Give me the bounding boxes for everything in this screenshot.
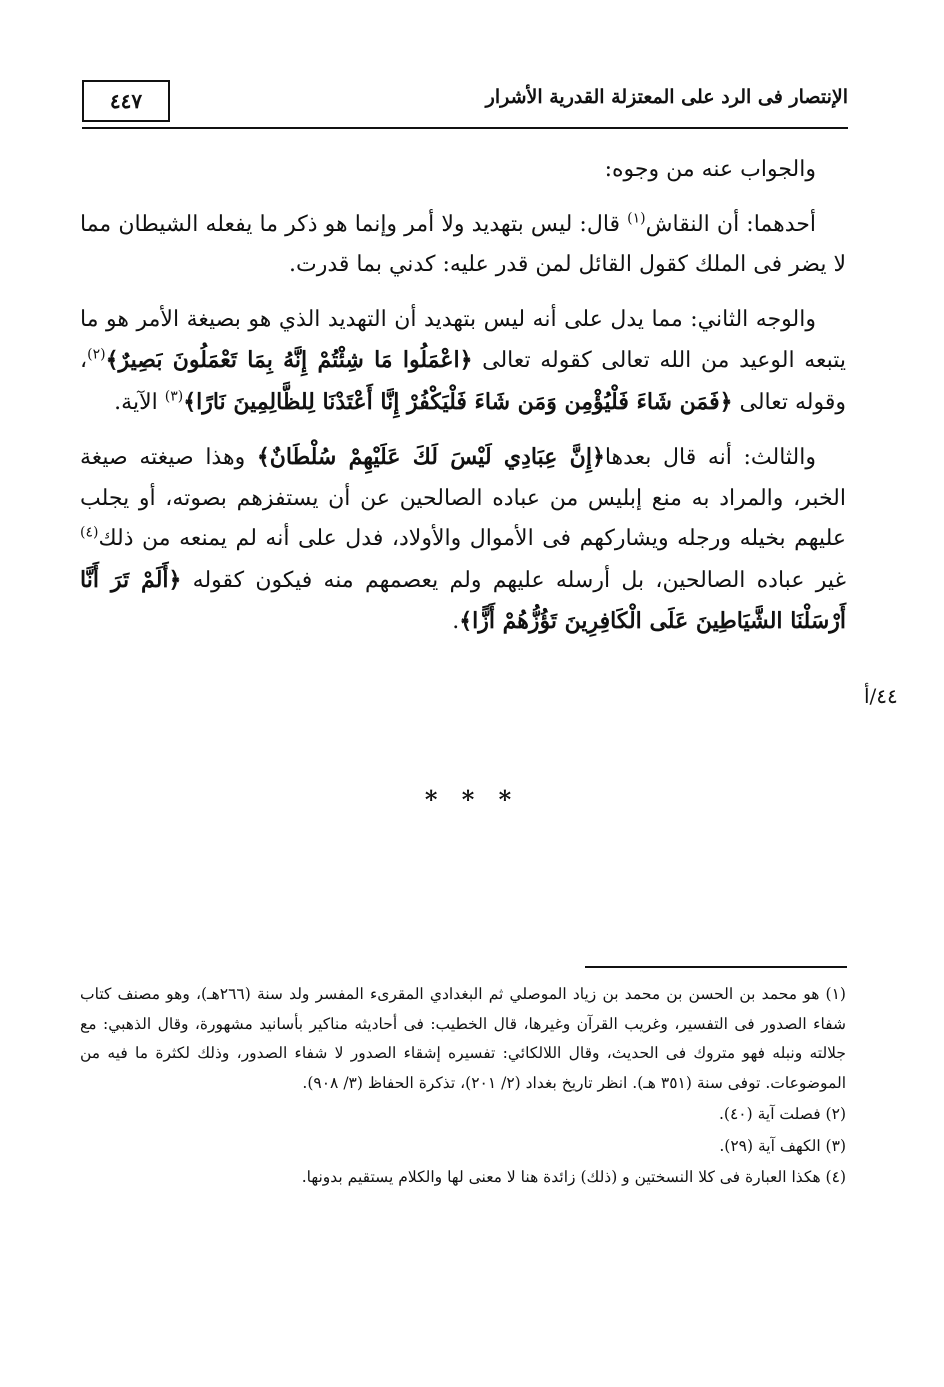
page-header (82, 80, 848, 132)
paragraph-third-aspect (80, 437, 846, 643)
footnote-2: (٢) فصلت آية (٤٠). (718, 1105, 846, 1123)
text-run: . (452, 609, 460, 634)
footnote-ref-3[interactable]: (٣) (164, 388, 184, 405)
footnote-ref-1[interactable]: (١) (627, 210, 646, 227)
footnote-ref-2[interactable]: (٢) (87, 346, 106, 363)
footnote-3: (٣) الكهف آية (٢٩). (719, 1136, 846, 1155)
text-run: الآية. (114, 389, 165, 415)
footnote-rule (585, 966, 847, 968)
text-run: ، وقوله تعالى (80, 348, 846, 415)
footnotes (80, 980, 846, 1193)
page-number: ٤٤٧ (82, 80, 170, 122)
intro-paragraph: والجواب عنه من وجوه: (604, 157, 816, 182)
text-run: والثالث: أنه قال بعدها (604, 445, 816, 470)
footnote-ref-4[interactable]: (٤) (80, 524, 99, 541)
text-run: والوجه الثاني: مما يدل على أنه ليس بتهديد أن التهديد الذي هو بصيغة الأمر هو ما يتبعه الوعيد من الله تعالى كقوله تعالى (80, 306, 847, 373)
running-title: الإنتصار فى الرد على المعتزلة القدرية الأشرار (485, 86, 848, 108)
quran-verse: ﴿إِنَّ عِبَادِي لَيْسَ لَكَ عَلَيْهِمْ سُلْطَانٌ﴾ (256, 444, 605, 470)
text-run: أحدهما: أن النقاش (645, 211, 817, 237)
paragraph-first-aspect (80, 205, 846, 286)
manuscript-folio-note: ٤٤/أ (864, 684, 898, 708)
quran-verse: ﴿فَمَن شَاءَ فَلْيُؤْمِن وَمَن شَاءَ فَلْيَكْفُرْ إِنَّا أَعْتَدْنَا لِلظَّالِمِينَ نَارًا﴾ (183, 388, 733, 415)
text-run: وهذا صيغته صيغة الخبر، والمراد به منع إبليس من عباده الصالحين عن أن يستفزهم بصوته، أو يجلب عليهم بخيله ورجله ويشاركهم فى الأموال والأولاد، فدل على أنه لم يمنعه من ذلك (80, 445, 846, 551)
quran-verse: ﴿اعْمَلُوا مَا شِئْتُمْ إِنَّهُ بِمَا تَعْمَلُونَ بَصِيرٌ﴾ (105, 347, 473, 373)
footnote-1: (١) هو محمد بن الحسن بن محمد بن زياد الموصلي ثم البغدادي المقرىء المفسر ولد سنة (٢٦٦هـ)، وهو مصنف كتاب شفاء الصدور فى التفسير، وغريب القرآن وغيرها، قال الخطيب: فى أحاديثه مناكير بأسانيد مشهورة، وقال الذهبي: مع جلالته ونبله فهو متروك فى الحديث، وقال اللالكائي: تفسيره إشقاء الصدور لا شفاء الصدور، وذلك لكثرة ما فيه من الموضوعات. توفى سنة (٣٥١ هـ). انظر تاريخ بغداد (٢/ ٢٠١)، تذكرة الحفاظ (٣/ ٩٠٨). (80, 985, 846, 1092)
text-run: غير عباده الصالحين، بل أرسله عليهم ولم يعصمهم منه فيكون كقوله (181, 567, 846, 593)
main-text (80, 150, 846, 657)
footnote-4: (٤) هكذا العبارة فى كلا النسختين و (ذلك) زائدة هنا لا معنى لها والكلام يستقيم بدونها. (301, 1168, 846, 1186)
section-separator: * * * (424, 785, 520, 814)
paragraph-second-aspect (80, 300, 846, 424)
quran-verse: ﴿أَلَمْ تَرَ أَنَّا أَرْسَلْنَا الشَّيَاطِينَ عَلَى الْكَافِرِينَ تَؤُزُّهُمْ أَزًّا﴾ (80, 566, 846, 634)
header-rule (82, 127, 848, 129)
text-run: قال: ليس بتهديد ولا أمر وإنما هو ذكر ما يفعله الشيطان مما لا يضر فى الملك كقول القائل لمن قدر عليه: كدني بما قدرت. (80, 211, 846, 277)
